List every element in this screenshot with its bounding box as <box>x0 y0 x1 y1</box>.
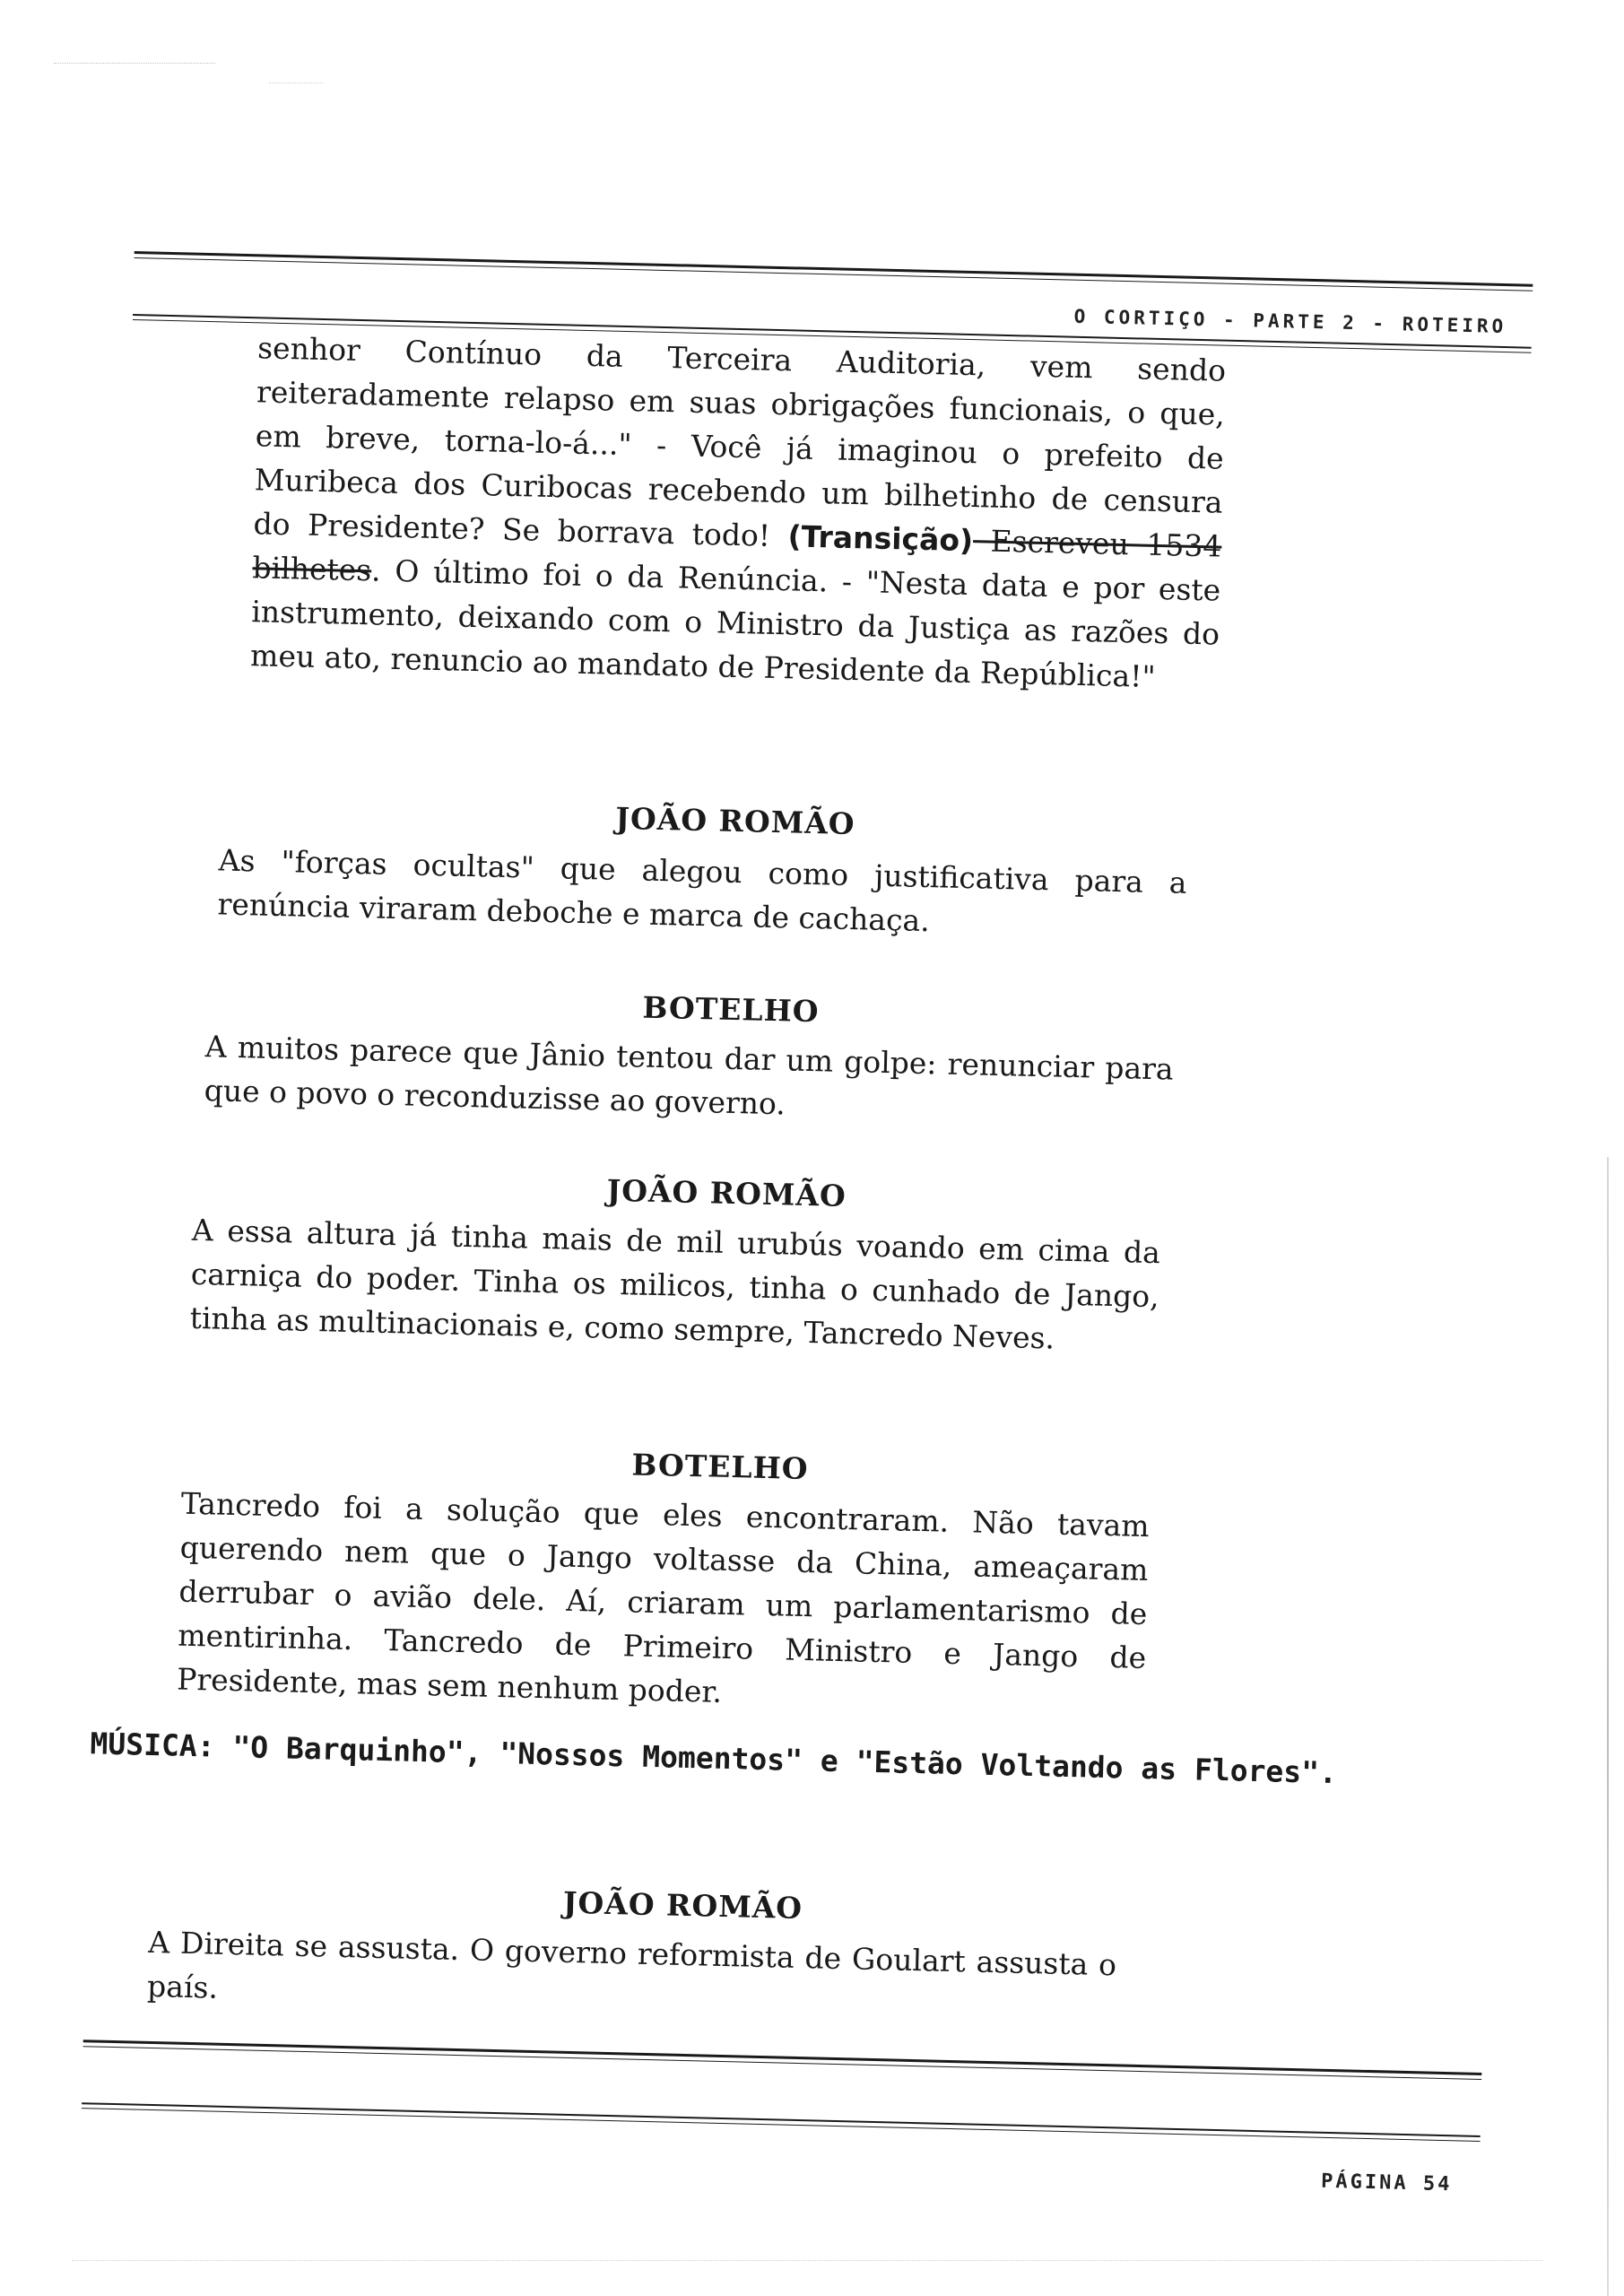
struck-text: Escreveu 1534 bilhetes <box>252 523 1222 588</box>
dialogue-text: As "forças ocultas" que alegou como justificativa para a renúncia viraram deboche e marca de cachaça. <box>217 842 1187 939</box>
speaker-name: JOÃO ROMÃO <box>562 1884 803 1926</box>
scan-noise <box>54 63 215 69</box>
speaker-name: BOTELHO <box>642 989 821 1030</box>
opening-paragraph <box>250 326 1227 700</box>
music-cue: MÚSICA: "O Barquinho", "Nossos Momentos" e "Estão Voltando as Flores". <box>90 1726 1338 1791</box>
dialogue-text: Tancredo foi a solução que eles encontraram. Não tavam querendo nem que o Jango voltasse da China, ameaçaram derrubar o avião dele. Aí, criaram um parlamentarismo de mentirinha. Tancredo de Primeiro Ministro e Jango de Presidente, mas sem nenhum poder. <box>176 1485 1151 1709</box>
header-rule <box>135 251 1533 287</box>
opening-text: senhor Contínuo da Terceira Auditoria, vem sendo reiteradamente relapso em suas obrigações funcionais, o que, em breve, torna-lo-á..." - Você já imaginou o prefeito de Muribeca dos Curibocas recebendo um bilhetinho de censura do Presidente? Se borrava todo! <box>253 330 1227 554</box>
header-title: O CORTIÇO - PARTE 2 - ROTEIRO <box>1073 305 1507 338</box>
dialogue-text: A essa altura já tinha mais de mil urubús voando em cima da carniça do poder. Tinha os milicos, tinha o cunhado de Jango, tinha as multinacionais e, como sempre, Tancredo Neves. <box>189 1212 1161 1356</box>
page-content <box>87 242 1533 2274</box>
speaker-name: JOÃO ROMÃO <box>606 1172 847 1213</box>
speaker-name: BOTELHO <box>631 1447 809 1487</box>
binding-edge <box>1607 1157 1609 2296</box>
scan-noise <box>269 83 323 87</box>
dialogue-text: A muitos parece que Jânio tentou dar um golpe: renunciar para que o povo o reconduzisse ao governo. <box>204 1029 1175 1122</box>
dialogue-text: A Direita se assusta. O governo reformista de Goulart assusta o país. <box>146 1924 1117 2005</box>
page-number: PÁGINA 54 <box>1320 2170 1453 2196</box>
footer-underline <box>82 2102 1481 2137</box>
transition-label: (Transição) <box>787 518 974 559</box>
opening-text-continued: . O último foi o da Renúncia. - "Nesta data e por este instrumento, deixando com o Ministro da Justiça as razões do meu ato, renuncio ao mandato de Presidente da República!" <box>249 552 1221 694</box>
speaker-name: JOÃO ROMÃO <box>614 800 856 842</box>
footer-rule <box>83 2039 1482 2075</box>
